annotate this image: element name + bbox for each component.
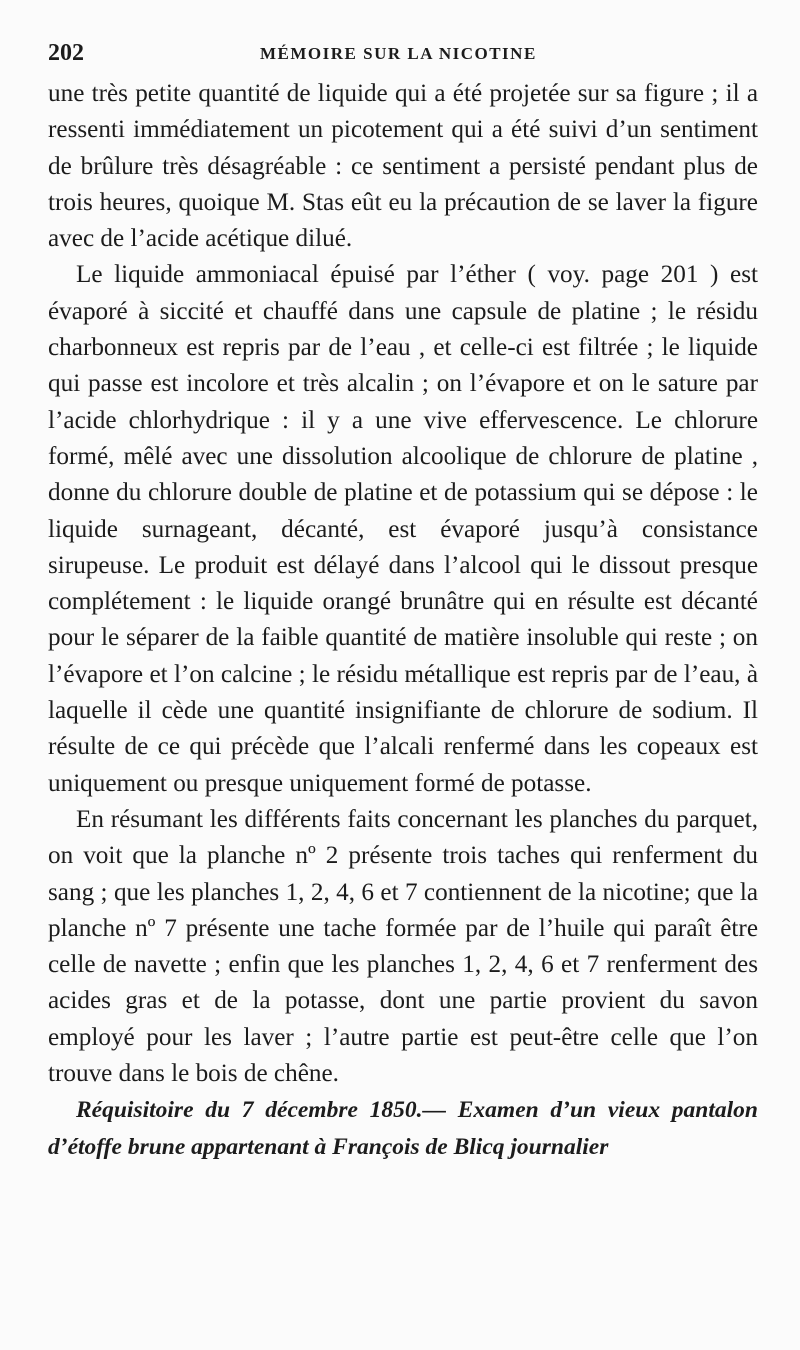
body-text <box>48 76 758 1165</box>
paragraph-continuation: une très petite quantité de liquide qui a été projetée sur sa figure ; il a ressenti immédiatement un picotement qui a été suivi d’un sentiment de brûlure très désagréable : ce sentiment a persisté pendant plus de trois heures, quoique M. Stas eût eu la précaution de se laver la figure avec de l’acide acétique dilué. <box>48 80 758 253</box>
paragraph-ammoniacal-liquid: Le liquide ammoniacal épuisé par l’éther ( voy. page 201 ) est évaporé à siccité et chauffé dans une capsule de platine ; le résidu charbonneux est repris par de l’eau , et celle-ci est filtrée ; le liquide qui passe est incolore et très alcalin ; on l’évapore et on le sature par l’acide chlorhydrique : il y a une vive effervescence. Le chlorure formé, mêlé avec une dissolution alcoolique de chlorure de platine , donne du chlorure double de platine et de potassium qui se dépose : le liquide surnageant, décanté, est évaporé jusqu’à consistance sirupeuse. Le produit est délayé dans l’alcool qui le dissout presque complétement : le liquide orangé brunâtre qui en résulte est décanté pour le séparer de la faible quantité de matière insoluble qui reste ; on l’évapore et l’on calcine ; le résidu métallique est repris par de l’eau, à laquelle il cède une quantité insignifiante de chlorure de sodium. Il résulte de ce qui précède que l’alcali renfermé dans les copeaux est uniquement ou presque uniquement formé de potasse. <box>48 261 758 797</box>
running-title: MÉMOIRE SUR LA NICOTINE <box>260 44 537 63</box>
paragraph-summary: En résumant les différents faits concernant les planches du parquet, on voit que la planche nº 2 présente trois taches qui renferment du sang ; que les planches 1, 2, 4, 6 et 7 contiennent de la nicotine; que la planche nº 7 présente une tache formée par de l’huile qui paraît être celle de navette ; enfin que les planches 1, 2, 4, 6 et 7 renferment des acides gras et de la potasse, dont une partie provient du savon employé pour les laver ; l’autre partie est peut-être celle que l’on trouve dans le bois de chêne. <box>48 805 758 1088</box>
page-header <box>48 40 758 70</box>
paragraph-requisitoire: Réquisitoire du 7 décembre 1850.— Examen d’un vieux pantalon d’étoffe brune appartenant à François de Blicq journalier <box>48 1097 758 1160</box>
page-number: 202 <box>48 40 84 66</box>
